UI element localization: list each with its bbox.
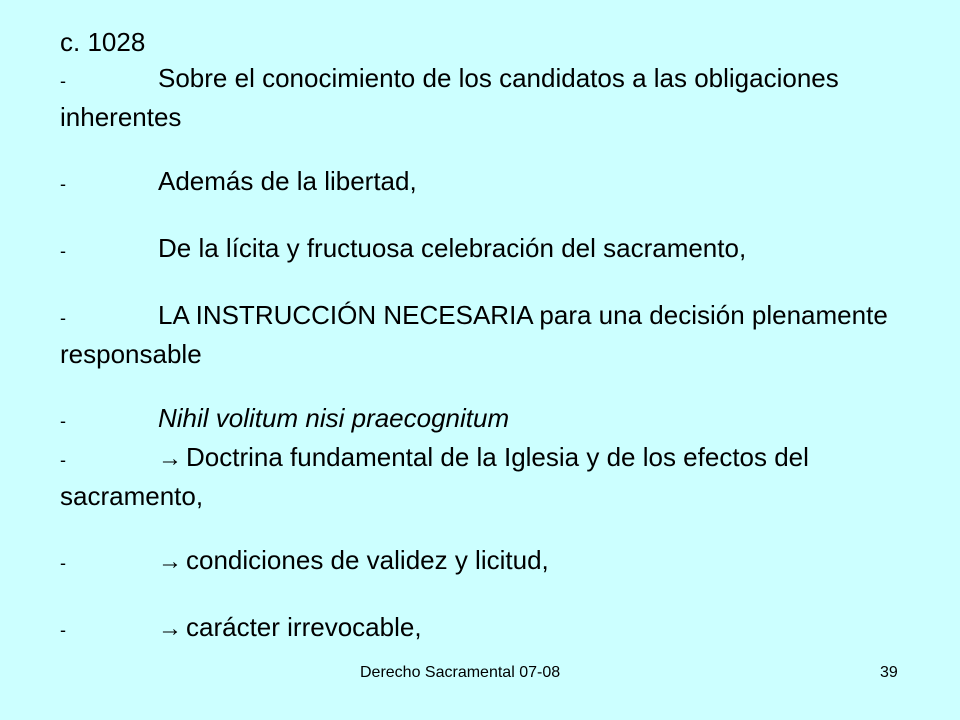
bullet-item-2 — [60, 163, 920, 202]
bullet-dash: - — [60, 308, 66, 328]
bullet-text: De la lícita y fructuosa celebración del sacramento, — [158, 233, 747, 263]
spacer — [60, 514, 920, 542]
spacer — [60, 135, 920, 163]
bullet-text: carácter irrevocable, — [186, 612, 422, 642]
bullet-item-6 — [60, 439, 920, 514]
bullet-dash: - — [60, 71, 66, 91]
spacer — [60, 269, 920, 297]
bullet-dash: - — [60, 174, 66, 194]
bullet-text: LA INSTRUCCIÓN NECESARIA para una decisión plenamente responsable — [60, 300, 888, 369]
bullet-item-5 — [60, 400, 920, 439]
bullet-item-8 — [60, 609, 920, 648]
bullet-dash: - — [60, 241, 66, 261]
bullet-item-1 — [60, 60, 920, 135]
bullet-text: Doctrina fundamental de la Iglesia y de los efectos del sacramento, — [60, 442, 809, 511]
arrow-right-icon: → — [158, 445, 182, 472]
spacer — [60, 581, 920, 609]
bullet-dash: - — [60, 450, 66, 470]
spacer — [60, 372, 920, 400]
bullet-text-latin: Nihil volitum nisi praecognitum — [158, 403, 510, 433]
arrow-right-icon: → — [158, 615, 182, 642]
page-number: 39 — [880, 664, 898, 681]
bullet-item-4 — [60, 297, 920, 372]
bullet-text: condiciones de validez y licitud, — [186, 545, 549, 575]
bullet-item-7 — [60, 542, 920, 581]
spacer — [60, 202, 920, 230]
slide-content — [60, 24, 920, 648]
bullet-dash: - — [60, 620, 66, 640]
footer-label: Derecho Sacramental 07-08 — [360, 664, 561, 681]
bullet-dash: - — [60, 553, 66, 573]
bullet-text: Sobre el conocimiento de los candidatos a las obligaciones inherentes — [60, 63, 839, 132]
bullet-item-3 — [60, 230, 920, 269]
bullet-text: Además de la libertad, — [158, 166, 417, 196]
canon-heading: c. 1028 — [60, 27, 146, 57]
bullet-dash: - — [60, 411, 66, 431]
arrow-right-icon: → — [158, 548, 182, 575]
